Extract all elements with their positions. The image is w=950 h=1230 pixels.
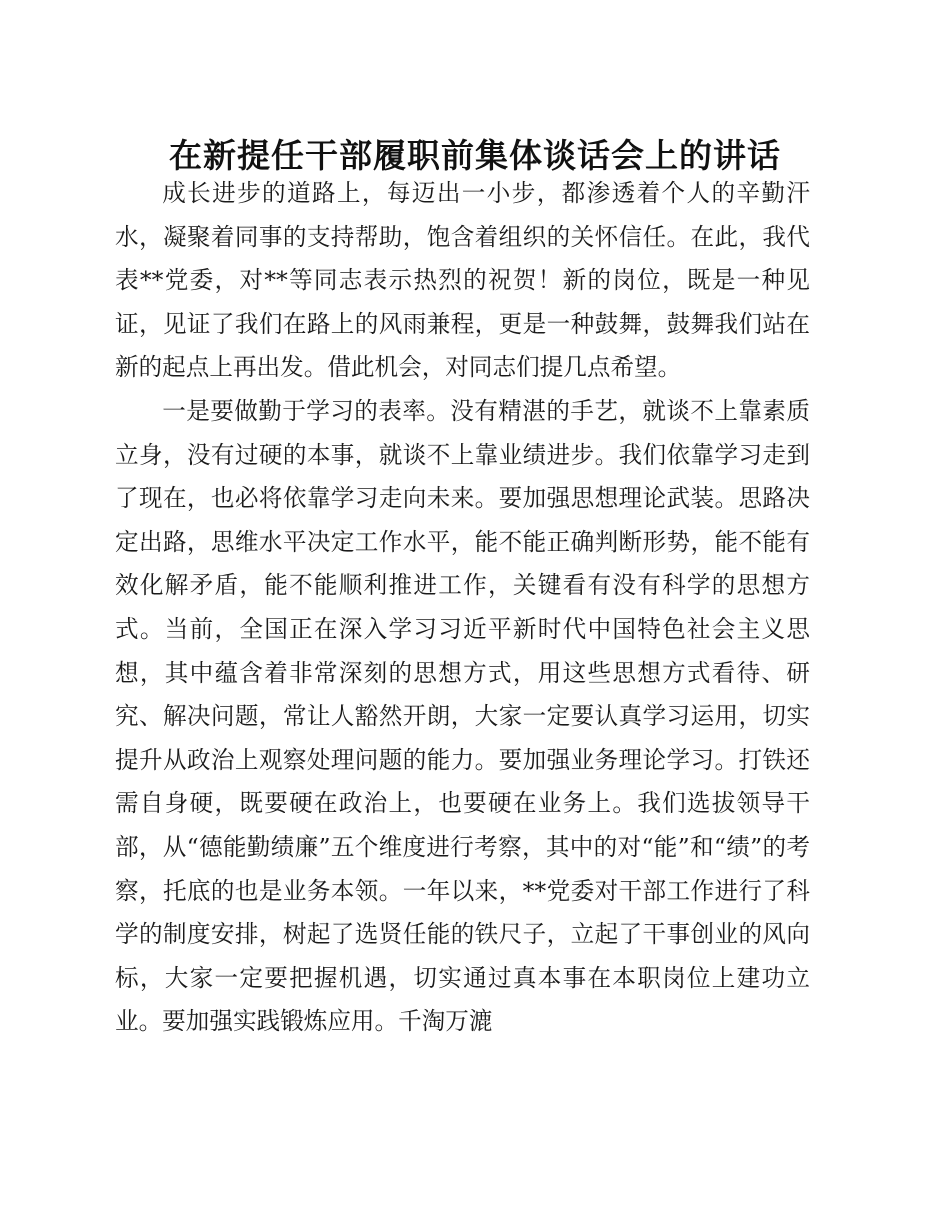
document-body [115,172,810,1044]
document-title: 在新提任干部履职前集体谈话会上的讲话 [169,136,781,175]
paragraph-point-one: 一是要做勤于学习的表率。没有精湛的手艺，就谈不上靠素质立身，没有过硬的本事，就谈不上靠业绩进步。我们依靠学习走到了现在，也必将依靠学习走向未来。要加强思想理论武装。思路决定出路，思维水平决定工作水平，能不能正确判断形势，能不能有效化解矛盾，能不能顺利推进工作，关键看有没有科学的思想方式。当前，全国正在深入学习习近平新时代中国特色社会主义思想，其中蕴含着非常深刻的思想方式，用这些思想方式看待、研究、解决问题，常让人豁然开朗，大家一定要认真学习运用，切实提升从政治上观察处理问题的能力。要加强业务理论学习。打铁还需自身硬，既要硬在政治上，也要硬在业务上。我们选拔领导干部，从“德能勤绩廉”五个维度进行考察，其中的对“能”和“绩”的考察，托底的也是业务本领。一年以来，**党委对干部工作进行了科学的制度安排，树起了选贤任能的铁尺子，立起了干事创业的风向标，大家一定要把握机遇，切实通过真本事在本职岗位上建功立业。要加强实践锻炼应用。千淘万漉 [115,396,810,1036]
paragraph-opening: 成长进步的道路上，每迈出一小步，都渗透着个人的辛勤汗水，凝聚着同事的支持帮助，饱含着组织的关怀信任。在此，我代表**党委，对**等同志表示热烈的祝贺！新的岗位，既是一种见证，见证了我们在路上的风雨兼程，更是一种鼓舞，鼓舞我们站在新的起点上再出发。借此机会，对同志们提几点希望。 [115,179,810,382]
